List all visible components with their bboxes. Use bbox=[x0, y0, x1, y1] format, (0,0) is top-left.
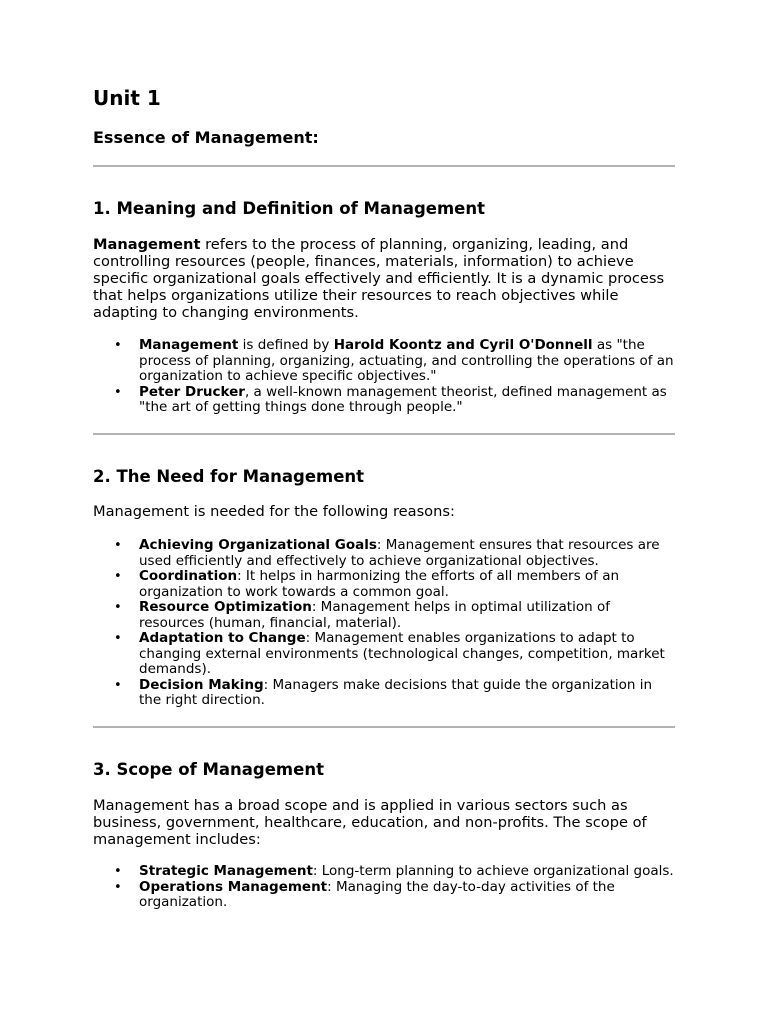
bullet-text: : Managers make decisions that guide the organization in the right direction. bbox=[139, 676, 653, 708]
section-heading-meaning: 1. Meaning and Definition of Management bbox=[93, 199, 485, 218]
bullet-term: Operations Management bbox=[139, 878, 328, 895]
bullet-text: : It helps in harmonizing the efforts of all members of an organization to work towards a common goal. bbox=[139, 568, 620, 600]
bullet-text: : Management helps in optimal utilization of resources (human, financial, material). bbox=[139, 599, 610, 631]
bullet-text: : Management ensures that resources are used efficiently and effectively to achieve organizational objectives. bbox=[139, 537, 660, 569]
list-item bbox=[139, 569, 675, 600]
list-item bbox=[139, 600, 675, 631]
bullet-term: Coordination bbox=[139, 568, 238, 584]
unit-title: Unit 1 bbox=[93, 86, 161, 110]
bullet-text: : Managing the day-to-day activities of the organization. bbox=[139, 878, 615, 910]
bullet-term: Strategic Management bbox=[139, 863, 313, 879]
bullet-term: Decision Making bbox=[139, 676, 264, 693]
divider bbox=[93, 433, 675, 435]
scope-bullet-list bbox=[93, 864, 675, 911]
list-item bbox=[139, 678, 675, 709]
intro-text: refers to the process of planning, organizing, leading, and controlling resources (people, finances, materials, information) to achieve specific organizational goals effectively and efficiently. It is a dynamic process that helps organizations utilize their resources to reach objectives while adapting to changing environments. bbox=[93, 236, 665, 321]
list-item bbox=[139, 538, 675, 569]
bullet-term: Adaptation to Change bbox=[139, 630, 306, 646]
bullet-text: , a well-known management theorist, defined management as "the art of getting things done through people." bbox=[139, 383, 667, 415]
essence-heading: Essence of Management: bbox=[93, 128, 319, 147]
divider bbox=[93, 726, 675, 728]
divider bbox=[93, 165, 675, 167]
bullet-term: Peter Drucker bbox=[139, 383, 245, 400]
bullet-authors: Harold Koontz and Cyril O'Donnell bbox=[333, 337, 593, 353]
section-meaning-intro bbox=[93, 236, 675, 321]
need-bullet-list bbox=[93, 538, 675, 709]
section-heading-need: 2. The Need for Management bbox=[93, 467, 365, 486]
bullet-text: as "the process of planning, organizing, actuating, and controlling the operations of an organization to achieve specific objectives." bbox=[139, 337, 674, 384]
bullet-text: is defined by bbox=[238, 337, 334, 353]
list-item bbox=[139, 338, 675, 385]
section-scope-intro: Management has a broad scope and is applied in various sectors such as business, government, healthcare, education, and non-profits. The scope of management includes: bbox=[93, 797, 647, 848]
section-heading-scope: 3. Scope of Management bbox=[93, 760, 324, 779]
bullet-text: : Long-term planning to achieve organizational goals. bbox=[312, 863, 674, 879]
bullet-term: Resource Optimization bbox=[139, 599, 312, 615]
list-item bbox=[139, 880, 675, 911]
section-need-intro: Management is needed for the following reasons: bbox=[93, 503, 455, 520]
intro-bold-term: Management bbox=[93, 236, 201, 253]
list-item bbox=[139, 385, 675, 416]
list-item bbox=[139, 631, 675, 678]
bullet-term: Achieving Organizational Goals bbox=[139, 537, 377, 553]
bullet-term: Management bbox=[139, 337, 239, 353]
list-item bbox=[139, 864, 675, 880]
meaning-bullet-list bbox=[93, 338, 675, 416]
bullet-text: : Management enables organizations to adapt to changing external environments (technological changes, competition, market demands). bbox=[139, 630, 665, 677]
